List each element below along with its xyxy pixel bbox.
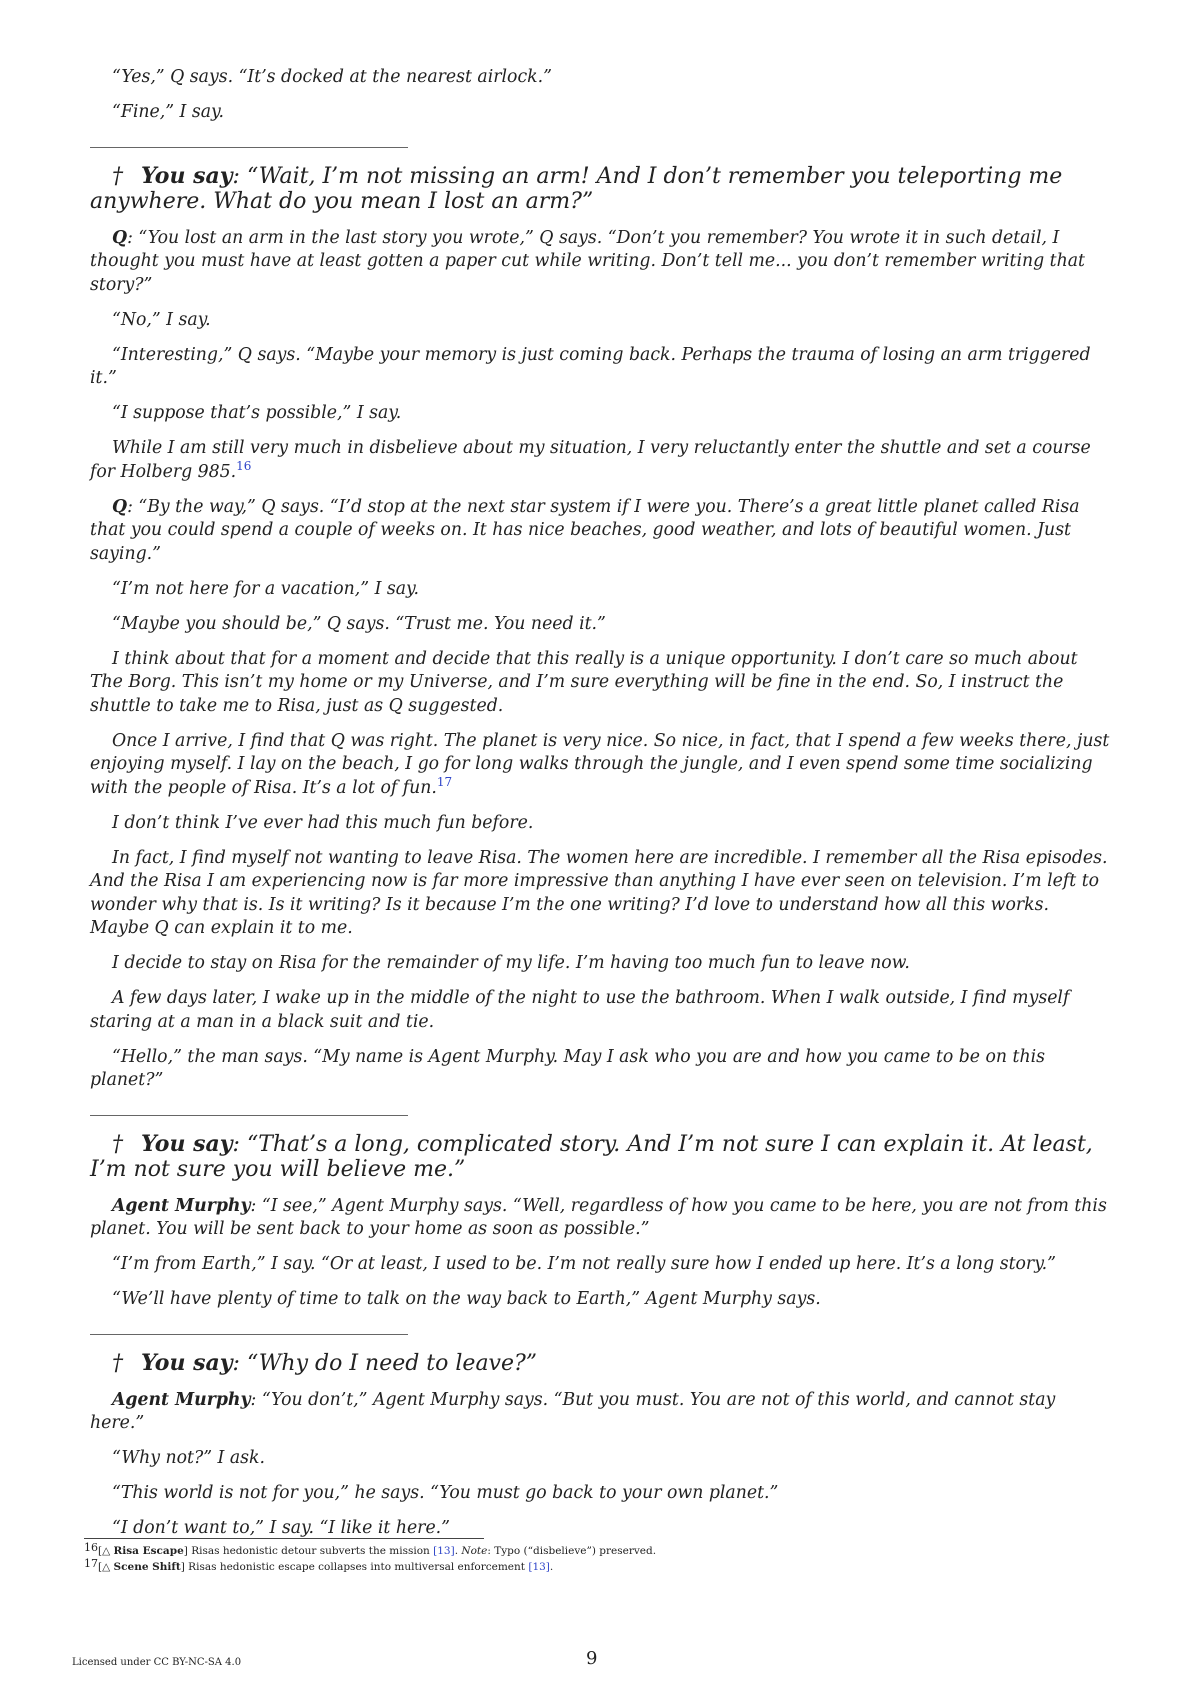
speaker-name: You say [141, 1349, 233, 1376]
speaker-name: You say [141, 1130, 233, 1157]
footnote [84, 1557, 554, 1575]
paragraph-text: : “That’s a long, complicated story. And I’m not sure I can explain it. At least, I’m not sure you will believe me.” [90, 1131, 1093, 1182]
paragraph-text: : “You don’t,” Agent Murphy says. “But you must. You are not of this world, and cannot stay here.” [90, 1389, 1056, 1433]
choice-heading [90, 164, 1110, 214]
paragraph-text: A few days later, I wake up in the middle of the night to use the bathroom. When I walk outside, I find myself staring at a man in a black suit and tie. [90, 988, 1070, 1032]
story-paragraph [90, 1447, 1110, 1471]
section-divider [90, 147, 408, 148]
footnote-number: 17 [84, 1557, 98, 1570]
footnote-ref-link[interactable]: 17 [436, 774, 453, 789]
paragraph-text: Once I arrive, I find that Q was right. The planet is very nice. So nice, in fact, that I spend a few weeks there, just enjoying myself. I lay on the beach, I go for long walks through the jungle, and I even spend some time socializing with the people of Risa. It’s a lot of fun. [90, 730, 1110, 798]
story-paragraph [90, 847, 1110, 941]
footnote-text: Risas hedonistic detour subverts the mission [187, 1545, 434, 1557]
paragraph-text: : “By the way,” Q says. “I’d stop at the next star system if I were you. There’s a great little planet called Risa that you could spend a couple of weeks on. It has nice beaches, good weather, and lots of beautiful women. Just saying.” [90, 496, 1080, 564]
footnote-text: Risas hedonistic escape collapses into multiversal enforcement [184, 1561, 529, 1573]
story-paragraph [90, 648, 1110, 719]
footnote-number: 16 [84, 1541, 98, 1554]
speaker-name: Agent Murphy [112, 1389, 251, 1410]
footnote-tag: Scene Shift [113, 1561, 181, 1573]
bracket-open: [ [98, 1545, 103, 1557]
story-paragraph [90, 1288, 1110, 1312]
warning-triangle-icon: △ [102, 1545, 111, 1557]
bracket-close: ] [180, 1561, 185, 1573]
dagger-marker: † [112, 1350, 123, 1376]
paragraph-text: “I don’t want to,” I say. “I like it here.” [112, 1518, 450, 1538]
paragraph-text: I don’t think I’ve ever had this much fun before. [112, 812, 534, 833]
story-paragraph [90, 952, 1110, 976]
footnote-ref-link[interactable]: 16 [236, 458, 252, 473]
page-number: 9 [586, 1648, 598, 1669]
story-paragraph [90, 344, 1110, 391]
footnote-text-after: . [549, 1561, 554, 1573]
story-paragraph [90, 402, 1110, 426]
paragraph-text: “Yes,” Q says. “It’s docked at the nearest airlock.” [112, 67, 552, 87]
paragraph-text: “Hello,” the man says. “My name is Agent Murphy. May I ask who you are and how you came to be on this planet?” [90, 1046, 1046, 1090]
paragraph-text: “No,” I say. [112, 309, 211, 330]
story-paragraph [90, 1046, 1110, 1093]
paragraph-text: While I am still very much in disbelieve about my situation, I very reluctantly enter the shuttle and set a course for Holberg 985. [90, 438, 1091, 482]
paragraph-text: “I suppose that’s possible,” I say. [112, 403, 402, 423]
note-text: : Typo (“disbelieve”) preserved. [487, 1545, 657, 1557]
bracket-close: ] [183, 1545, 188, 1557]
section-divider [90, 1115, 408, 1116]
story-paragraph [90, 1253, 1110, 1277]
story-paragraph [90, 1517, 1110, 1541]
note-label: Note [461, 1545, 488, 1557]
footnote-text-after: . [454, 1545, 462, 1557]
footnotes [84, 1538, 657, 1575]
warning-triangle-icon: △ [102, 1561, 111, 1573]
paragraph-text: : “I see,” Agent Murphy says. “Well, regardless of how you came to be here, you are not from this planet. You will be sent back to your home as soon as possible.” [90, 1195, 1107, 1239]
story-paragraph [90, 578, 1110, 602]
story-body [90, 66, 1110, 1552]
paragraph-text: “Why not?” I ask. [112, 1448, 265, 1468]
story-paragraph [90, 613, 1110, 637]
paragraph-text: “I’m from Earth,” I say. “Or at least, I used to be. I’m not really sure how I ended up here. It’s a long story.” [112, 1254, 1056, 1274]
footnote-tag: Risa Escape [113, 1545, 184, 1557]
section-divider [90, 1334, 408, 1335]
bracket-open: [ [98, 1561, 103, 1573]
paragraph-text: “This world is not for you,” he says. “You must go back to your own planet.” [112, 1483, 779, 1503]
dagger-marker: † [112, 163, 123, 189]
paragraph-text: “Fine,” I say. [112, 102, 224, 122]
speaker-name: You say [141, 162, 233, 189]
story-paragraph [90, 101, 1110, 125]
license-notice: Licensed under CC BY-NC-SA 4.0 [72, 1657, 242, 1668]
paragraph-text: : “Why do I need to leave?” [232, 1350, 538, 1376]
choice-heading [90, 1351, 1110, 1376]
dagger-marker: † [112, 1131, 123, 1157]
dialogue-paragraph [90, 227, 1110, 298]
choice-heading [90, 1132, 1110, 1182]
speaker-name: Agent Murphy [112, 1195, 251, 1216]
dialogue-paragraph [90, 1389, 1110, 1436]
story-paragraph [90, 437, 1110, 484]
story-paragraph [90, 309, 1110, 333]
paragraph-text: I think about that for a moment and decide that this really is a unique opportunity. I don’t care so much about The Borg. This isn’t my home or my Universe, and I’m sure everything will be fine in the end. So, I instruct the shuttle to take me to Risa, just as Q suggested. [90, 648, 1078, 716]
dialogue-paragraph [90, 496, 1110, 567]
speaker-name: Q [112, 496, 128, 517]
citation-link[interactable]: [13] [433, 1545, 455, 1557]
paragraph-text: “I’m not here for a vacation,” I say. [112, 578, 420, 599]
paragraph-text: “We’ll have plenty of time to talk on the way back to Earth,” Agent Murphy says. [112, 1289, 821, 1309]
paragraph-text: In fact, I find myself not wanting to leave Risa. The women here are incredible. I remember all the Risa episodes. And the Risa I am experiencing now is far more impressive than anything I have ever seen on television. I’m left to wonder why that is. Is it writing? Is it because I’m the one writing? I’d love to understand how all this works. Maybe Q can explain it to me. [90, 847, 1108, 938]
paragraph-text: “Interesting,” Q says. “Maybe your memory is just coming back. Perhaps the trauma of losing an arm triggered it.” [90, 344, 1091, 388]
speaker-name: Q [112, 227, 128, 248]
story-paragraph [90, 730, 1110, 801]
story-paragraph [90, 812, 1110, 836]
paragraph-text: “Maybe you should be,” Q says. “Trust me. You need it.” [112, 613, 606, 634]
footnote [84, 1541, 657, 1559]
dialogue-paragraph [90, 1195, 1110, 1242]
citation-link[interactable]: [13] [528, 1561, 550, 1573]
story-paragraph [90, 66, 1110, 90]
story-paragraph [90, 987, 1110, 1034]
paragraph-text: I decide to stay on Risa for the remainder of my life. I’m having too much fun to leave now. [112, 953, 910, 973]
paragraph-text: : “You lost an arm in the last story you wrote,” Q says. “Don’t you remember? You wrote it in such detail, I thought you must have at least gotten a paper cut while writing. Don’t tell me... you don’t remember writing that story?” [90, 227, 1085, 295]
story-paragraph [90, 1482, 1110, 1506]
paragraph-text: : “Wait, I’m not missing an arm! And I don’t remember you teleporting me anywhere. What do you mean I lost an arm?” [90, 163, 1063, 214]
